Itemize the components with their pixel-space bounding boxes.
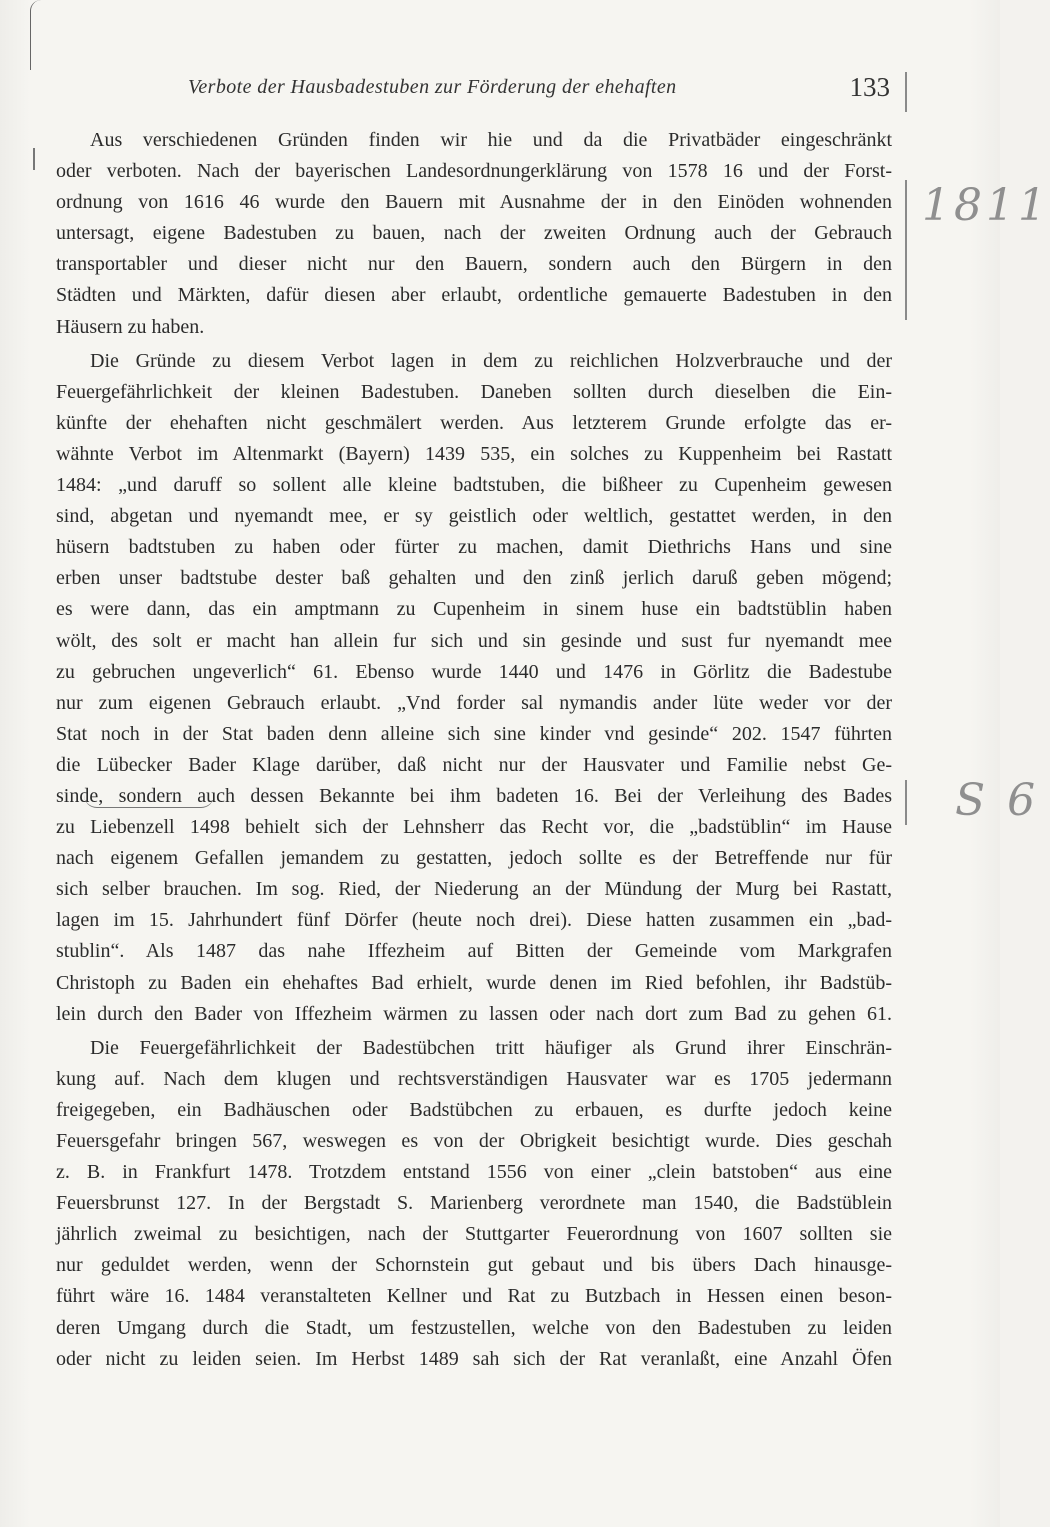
text-line: wähnte Verbot im Altenmarkt (Bayern) 1439 535, ein solches zu Kuppenheim bei Rastatt xyxy=(56,442,892,465)
text-line: oder verboten. Nach der bayerischen Landesordnungerklärung von 1578 16 und der Forst- xyxy=(56,160,892,183)
text-line: sich selber brauchen. Im sog. Ried, der Niederung an der Mündung der Murg bei Rastatt, xyxy=(56,878,892,901)
text-line: Aus verschiedenen Gründen finden wir hie und da die Privatbäder eingeschränkt xyxy=(90,129,892,151)
paragraph xyxy=(56,346,892,1030)
text-line: Feuergefährlichkeit der kleinen Badestuben. Daneben sollten durch dieselben die Ein- xyxy=(56,380,892,403)
paragraph xyxy=(56,1033,892,1375)
text-line: Städten und Märkten, dafür diesen aber erlaubt, ordentliche gemauerte Badestuben in den xyxy=(56,284,892,307)
margin-note-lower: S 6 xyxy=(955,775,1040,826)
text-line: Die Feuergefährlichkeit der Badestübchen tritt häufiger als Grund ihrer Einschrän- xyxy=(90,1036,892,1059)
margin-rule xyxy=(905,72,907,112)
text-line: Die Gründe zu diesem Verbot lagen in dem zu reichlichen Holzverbrauche und der xyxy=(90,349,892,372)
text-line: zu gebruchen ungeverlich“ 61. Ebenso wurde 1440 und 1476 in Görlitz die Badestube xyxy=(56,660,892,683)
text-line: stublin“. Als 1487 das nahe Iffezheim auf Bitten der Gemeinde vom Markgrafen xyxy=(56,940,892,963)
text-line: wölt, des solt er macht han allein fur sich und sin gesinde und sust fur nyemandt mee xyxy=(56,629,892,652)
text-line: nach eigenem Gefallen jemandem zu gestatten, jedoch sollte es der Betreffende nur für xyxy=(56,847,892,870)
page-edge-tick xyxy=(33,148,35,170)
paragraph xyxy=(56,125,892,343)
text-line: ordnung von 1616 46 wurde den Bauern mit Ausnahme der in den Einöden wohnenden xyxy=(56,191,892,214)
text-line: hüsern badtstuben zu haben oder fürter zu machen, damit Diethrichs Hans und sine xyxy=(56,536,892,559)
text-line: zu Liebenzell 1498 behielt sich der Lehnsherr das Recht vor, die „badstüblin“ im Hause xyxy=(56,816,892,839)
text-line: nur geduldet werden, wenn der Schornstein gut gebaut und bis übers Dach hinausge- xyxy=(56,1254,892,1277)
text-line: erben unser badtstube dester baß gehalten und den zinß jerlich daruß geben mögend; xyxy=(56,567,892,590)
body-text xyxy=(56,125,892,1378)
text-line: oder nicht zu leiden seien. Im Herbst 1489 sah sich der Rat veranlaßt, eine Anzahl Öfen xyxy=(56,1347,892,1370)
page-header xyxy=(85,72,895,112)
text-line: Feuersbrunst 127. In der Bergstadt S. Marienberg verordnete man 1540, die Badstüblein xyxy=(56,1192,892,1215)
margin-note-upper: 1811 xyxy=(922,180,1050,231)
text-line: nur zum eigenen Gebrauch erlaubt. „Vnd forder sal nymandis ander lüte weder vor der xyxy=(56,691,892,714)
page-edge-mark xyxy=(30,0,41,70)
text-line: sind, abgetan und nyemandt mee, er sy geistlich oder weltlich, gestattet werden, in den xyxy=(56,505,892,528)
text-line: jährlich zweimal zu besichtigen, nach der Stuttgarter Feuerordnung von 1607 sollten sie xyxy=(56,1223,892,1246)
page-number: 133 xyxy=(849,72,890,102)
text-line: freigegeben, ein Badhäuschen oder Badstübchen zu erbauen, es durfte jedoch keine xyxy=(56,1098,892,1121)
text-line: Stat noch in der Stat baden denn alleine sich sine kinder vnd gesinde“ 202. 1547 führten xyxy=(56,722,892,745)
text-line: sinde, sondern auch dessen Bekannte bei ihm badeten 16. Bei der Verleihung des Bades xyxy=(56,784,892,807)
text-line: transportabler und dieser nicht nur den Bauern, sondern auch den Bürgern in den xyxy=(56,253,892,276)
text-line: die Lübecker Bader Klage darüber, daß nicht nur der Hausvater und Familie nebst Ge- xyxy=(56,753,892,776)
text-line: lein durch den Bader von Iffezheim wärmen zu lassen oder nach dort zum Bad zu gehen 61. xyxy=(56,1002,892,1025)
text-line: untersagt, eigene Badestuben zu bauen, nach der zweiten Ordnung auch der Gebrauch xyxy=(56,222,892,245)
text-line: kung auf. Nach dem klugen und rechtsverständigen Hausvater war es 1705 jedermann xyxy=(56,1067,892,1090)
text-line: es were dann, das ein amptmann zu Cupenheim in sinem huse ein badtstüblin haben xyxy=(56,598,892,621)
running-title: Verbote der Hausbadestuben zur Förderung der ehehaften xyxy=(188,76,677,98)
text-line: Häusern zu haben. xyxy=(56,315,205,338)
text-line: deren Umgang durch die Stadt, um festzustellen, welche von den Badestuben zu leiden xyxy=(56,1316,892,1339)
text-line: 1484: „und daruff so sollent alle kleine badtstuben, die bißheer zu Cupenheim gewesen xyxy=(56,474,892,497)
text-line: künfte der ehehaften nicht geschmälert werden. Aus letzterem Grunde erfolgte das er- xyxy=(56,411,892,434)
text-line: Christoph zu Baden ein ehehaftes Bad erhielt, wurde denen im Ried befohlen, ihr Badstüb- xyxy=(56,971,892,994)
text-line: Feuersgefahr bringen 567, weswegen es von der Obrigkeit besichtigt wurde. Dies geschah xyxy=(56,1130,892,1152)
margin-rule xyxy=(905,180,907,320)
text-line: lagen im 15. Jahrhundert fünf Dörfer (heute noch drei). Diese hatten zusammen ein „bad- xyxy=(56,909,892,932)
margin-rule xyxy=(905,780,907,825)
text-line: führt wäre 16. 1484 veranstalteten Kellner und Rat zu Butzbach in Hessen einen beson- xyxy=(56,1285,892,1308)
text-line: z. B. in Frankfurt 1478. Trotzdem entstand 1556 von einer „clein batstoben“ aus eine xyxy=(56,1161,892,1184)
